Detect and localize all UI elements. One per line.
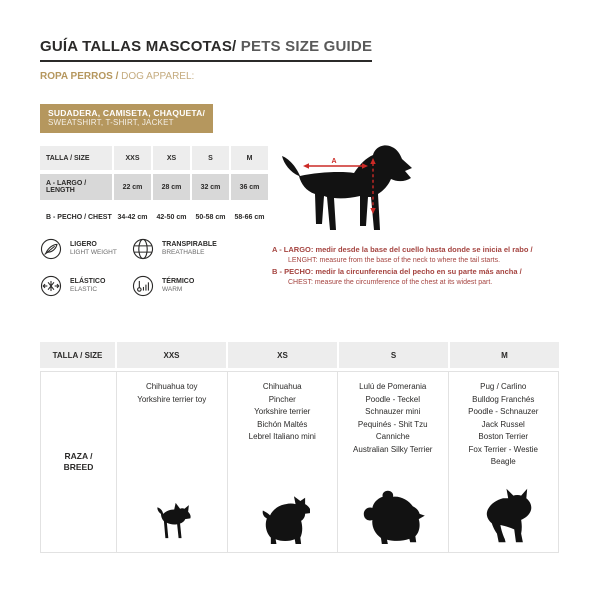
feature-labels (70, 278, 105, 294)
breed-table-header (40, 342, 559, 368)
feature-label-en: WARM (162, 286, 183, 293)
page-subtitle-en: DOG APPAREL: (118, 71, 195, 82)
breed-line: Yorkshire terrier (254, 407, 311, 416)
breed-line: Boston Terrier (478, 432, 529, 441)
feature-labels (70, 241, 117, 257)
breed-cell-s (338, 372, 448, 552)
chest-s: 50-58 cm (192, 204, 229, 230)
breed-line: Canniche (375, 432, 410, 441)
breed-header-label: TALLA / SIZE (40, 342, 115, 368)
features-grid (40, 238, 260, 297)
breed-list-m (468, 381, 538, 469)
breed-line: Chihuahua (262, 382, 302, 391)
breed-line: Lebrel Italiano mini (248, 432, 316, 441)
breed-line: Australian Silky Terrier (353, 444, 433, 454)
breed-list-s (353, 381, 432, 456)
breed-list-xs (249, 381, 316, 444)
dog-slot-xxs (150, 500, 194, 544)
breed-table (40, 342, 559, 553)
page-title (40, 38, 372, 62)
feather-icon (40, 238, 62, 260)
dog-slot-m (470, 487, 536, 544)
length-m: 36 cm (231, 174, 268, 200)
size-table-header-xxs: XXS (114, 146, 151, 170)
measure-instructions (272, 244, 572, 288)
breed-line: Jack Russel (481, 419, 525, 429)
breed-line: Schnauzer mini (365, 407, 421, 416)
breed-header-m: M (450, 342, 559, 368)
breed-line: Fox Terrier - Westie (468, 444, 538, 454)
breed-line: Lulú de Pomerania (359, 382, 427, 391)
page-subtitle-es: ROPA PERROS / (40, 71, 119, 82)
feature-label-en: BREATHABLE (162, 249, 205, 256)
feature-labels (162, 278, 194, 294)
length-s: 32 cm (192, 174, 229, 200)
category-badge (40, 104, 213, 133)
size-table-row-length-label: A - LARGO / LENGTH (40, 174, 112, 200)
page-subtitle (40, 71, 372, 82)
dog-measure-diagram (276, 136, 426, 236)
breed-table-body (40, 371, 559, 553)
feature-label-es: LIGERO (70, 241, 97, 248)
breed-line: Poodle - Teckel (365, 394, 421, 404)
french-bulldog-silhouette-icon (470, 487, 536, 544)
feature-label-es: TRANSPIRABLE (162, 241, 217, 248)
dog-slot-xs (254, 493, 310, 544)
breed-line: Bulldog Franchés (472, 394, 535, 404)
chihuahua-silhouette-icon (150, 500, 194, 544)
dog-measure-silhouette-icon (276, 136, 426, 236)
instruction-a-en: LENGHT: measure from the base of the neck to where the tail starts. (288, 257, 501, 264)
thermometer-icon (132, 275, 154, 297)
arrow-a-label: A (331, 158, 337, 165)
size-table-header-s: S (192, 146, 229, 170)
breed-header-s: S (339, 342, 448, 368)
dog-slot-s (361, 489, 425, 544)
breed-line: Yorkshire terrier toy (137, 394, 207, 404)
breed-row-label (41, 372, 116, 552)
feature-lightweight (40, 238, 132, 260)
breed-cell-xs (228, 372, 338, 552)
breed-cell-xxs (117, 372, 227, 552)
page-title-es: GUÍA TALLAS MASCOTAS/ (40, 38, 237, 55)
yorkshire-silhouette-icon (254, 493, 310, 544)
instruction-a-es: A - LARGO: medir desde la base del cuello hasta donde se inicia el rabo / (272, 245, 533, 254)
breed-line: Poodle - Schnauzer (468, 407, 539, 416)
breed-line: Pug / Carlino (480, 382, 527, 391)
breed-header-xxs: XXS (117, 342, 226, 368)
globe-icon (132, 238, 154, 260)
size-table-header-m: M (231, 146, 268, 170)
breed-row-label-text: RAZA / BREED (63, 451, 94, 472)
length-xxs: 22 cm (114, 174, 151, 200)
feature-label-es: TÉRMICO (162, 278, 195, 285)
elastic-icon (40, 275, 62, 297)
size-table-header-xs: XS (153, 146, 190, 170)
feature-warm (132, 275, 260, 297)
feature-label-en: ELASTIC (70, 286, 98, 293)
feature-elastic (40, 275, 132, 297)
chest-xs: 42-50 cm (153, 204, 190, 230)
header (40, 38, 372, 82)
size-table-header-label: TALLA / SIZE (40, 146, 112, 170)
length-xs: 28 cm (153, 174, 190, 200)
breed-line: Beagle (490, 457, 516, 466)
breed-cell-m (449, 372, 559, 552)
feature-label-en: LIGHT WEIGHT (70, 249, 117, 256)
category-badge-line1: SUDADERA, CAMISETA, CHAQUETA/ (48, 108, 206, 118)
feature-labels (162, 241, 217, 257)
chest-xxs: 34-42 cm (114, 204, 151, 230)
instruction-b-es: B - PECHO: medir la circunferencia del pecho en su parte más ancha / (272, 267, 522, 276)
feature-label-es: ELÁSTICO (70, 278, 106, 285)
breed-line: Pincher (268, 394, 296, 404)
breed-list-xxs (137, 381, 206, 406)
breed-header-xs: XS (228, 342, 337, 368)
instruction-b-en: CHEST: measure the circumference of the chest at its widest part. (288, 279, 493, 286)
breed-line: Bichón Maltés (257, 419, 308, 429)
size-table-row-chest-label: B - PECHO / CHEST (40, 204, 112, 230)
breed-line: Chihuahua toy (145, 382, 198, 391)
page-title-en: PETS SIZE GUIDE (236, 38, 373, 55)
chest-m: 58-66 cm (231, 204, 268, 230)
pomeranian-silhouette-icon (361, 489, 425, 544)
size-table (40, 146, 268, 230)
feature-breathable (132, 238, 260, 260)
breed-line: Pequinés - Shit Tzu (357, 419, 428, 429)
category-badge-line2: SWEATSHIRT, T-SHIRT, JACKET (48, 118, 174, 127)
